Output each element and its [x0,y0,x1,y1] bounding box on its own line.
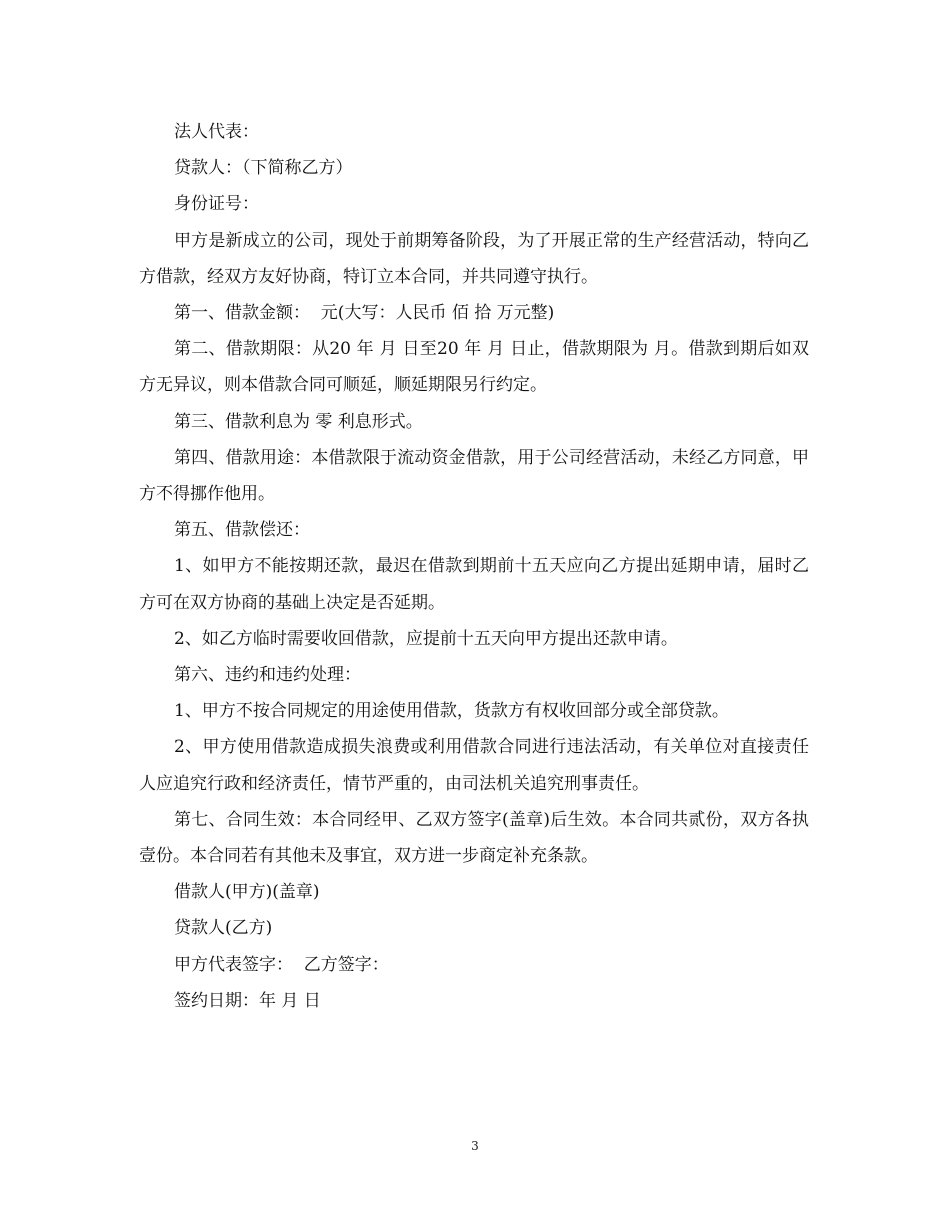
clause-2-loan-term: 第二、借款期限：从20 年 月 日至20 年 月 日止，借款期限为 月。借款到期后如双方无异议，则本借款合同可顺延，顺延期限另行约定。 [139,339,809,396]
signing-date: 签约日期：年 月 日 [174,990,321,1011]
clause-6-breach: 第六、违约和违约处理： [174,665,361,686]
signature-lender: 贷款人(乙方) [174,918,273,939]
clause-5-item-2: 2、如乙方临时需要收回借款，应提前十五天向甲方提出还款申请。 [174,628,678,649]
paragraph-legal-representative: 法人代表： [174,122,259,142]
clause-5-repayment: 第五、借款偿还： [174,520,310,541]
clause-7-effectiveness: 第七、合同生效：本合同经甲、乙双方签字(盖章)后生效。本合同共贰份，双方各执壹份。本合同若有其他未及事宜，双方进一步商定补充条款。 [139,809,809,867]
clause-3-interest: 第三、借款利息为 零 利息形式。 [174,411,423,432]
clause-1-loan-amount: 第一、借款金额： 元(大写：人民币 佰 拾 万元整) [174,303,555,324]
signature-borrower: 借款人(甲方)(盖章) [174,882,320,903]
page-number: 3 [471,1139,479,1153]
paragraph-id-number: 身份证号： [174,194,259,215]
clause-5-item-1: 1、如甲方不能按期还款，最迟在借款到期前十五天应向乙方提出延期申请，届时乙方可在双方协商的基础上决定是否延期。 [139,556,809,613]
clause-4-loan-purpose: 第四、借款用途：本借款限于流动资金借款，用于公司经营活动，未经乙方同意，甲方不得挪作他用。 [139,447,809,505]
clause-6-item-2: 2、甲方使用借款造成损失浪费或利用借款合同进行违法活动，有关单位对直接责任人应追究行政和经济责任，情节严重的，由司法机关追究刑事责任。 [139,737,809,794]
paragraph-lender: 贷款人：（下简称乙方） [174,158,353,179]
document-body [139,114,809,1019]
paragraph-preamble: 甲方是新成立的公司，现处于前期筹备阶段，为了开展正常的生产经营活动，特向乙方借款，经双方友好协商，特订立本合同，并共同遵守执行。 [139,230,809,287]
clause-6-item-1: 1、甲方不按合同规定的用途使用借款，货款方有权收回部分或全部贷款。 [174,701,729,722]
signature-representatives: 甲方代表签字： 乙方签字： [174,954,389,975]
